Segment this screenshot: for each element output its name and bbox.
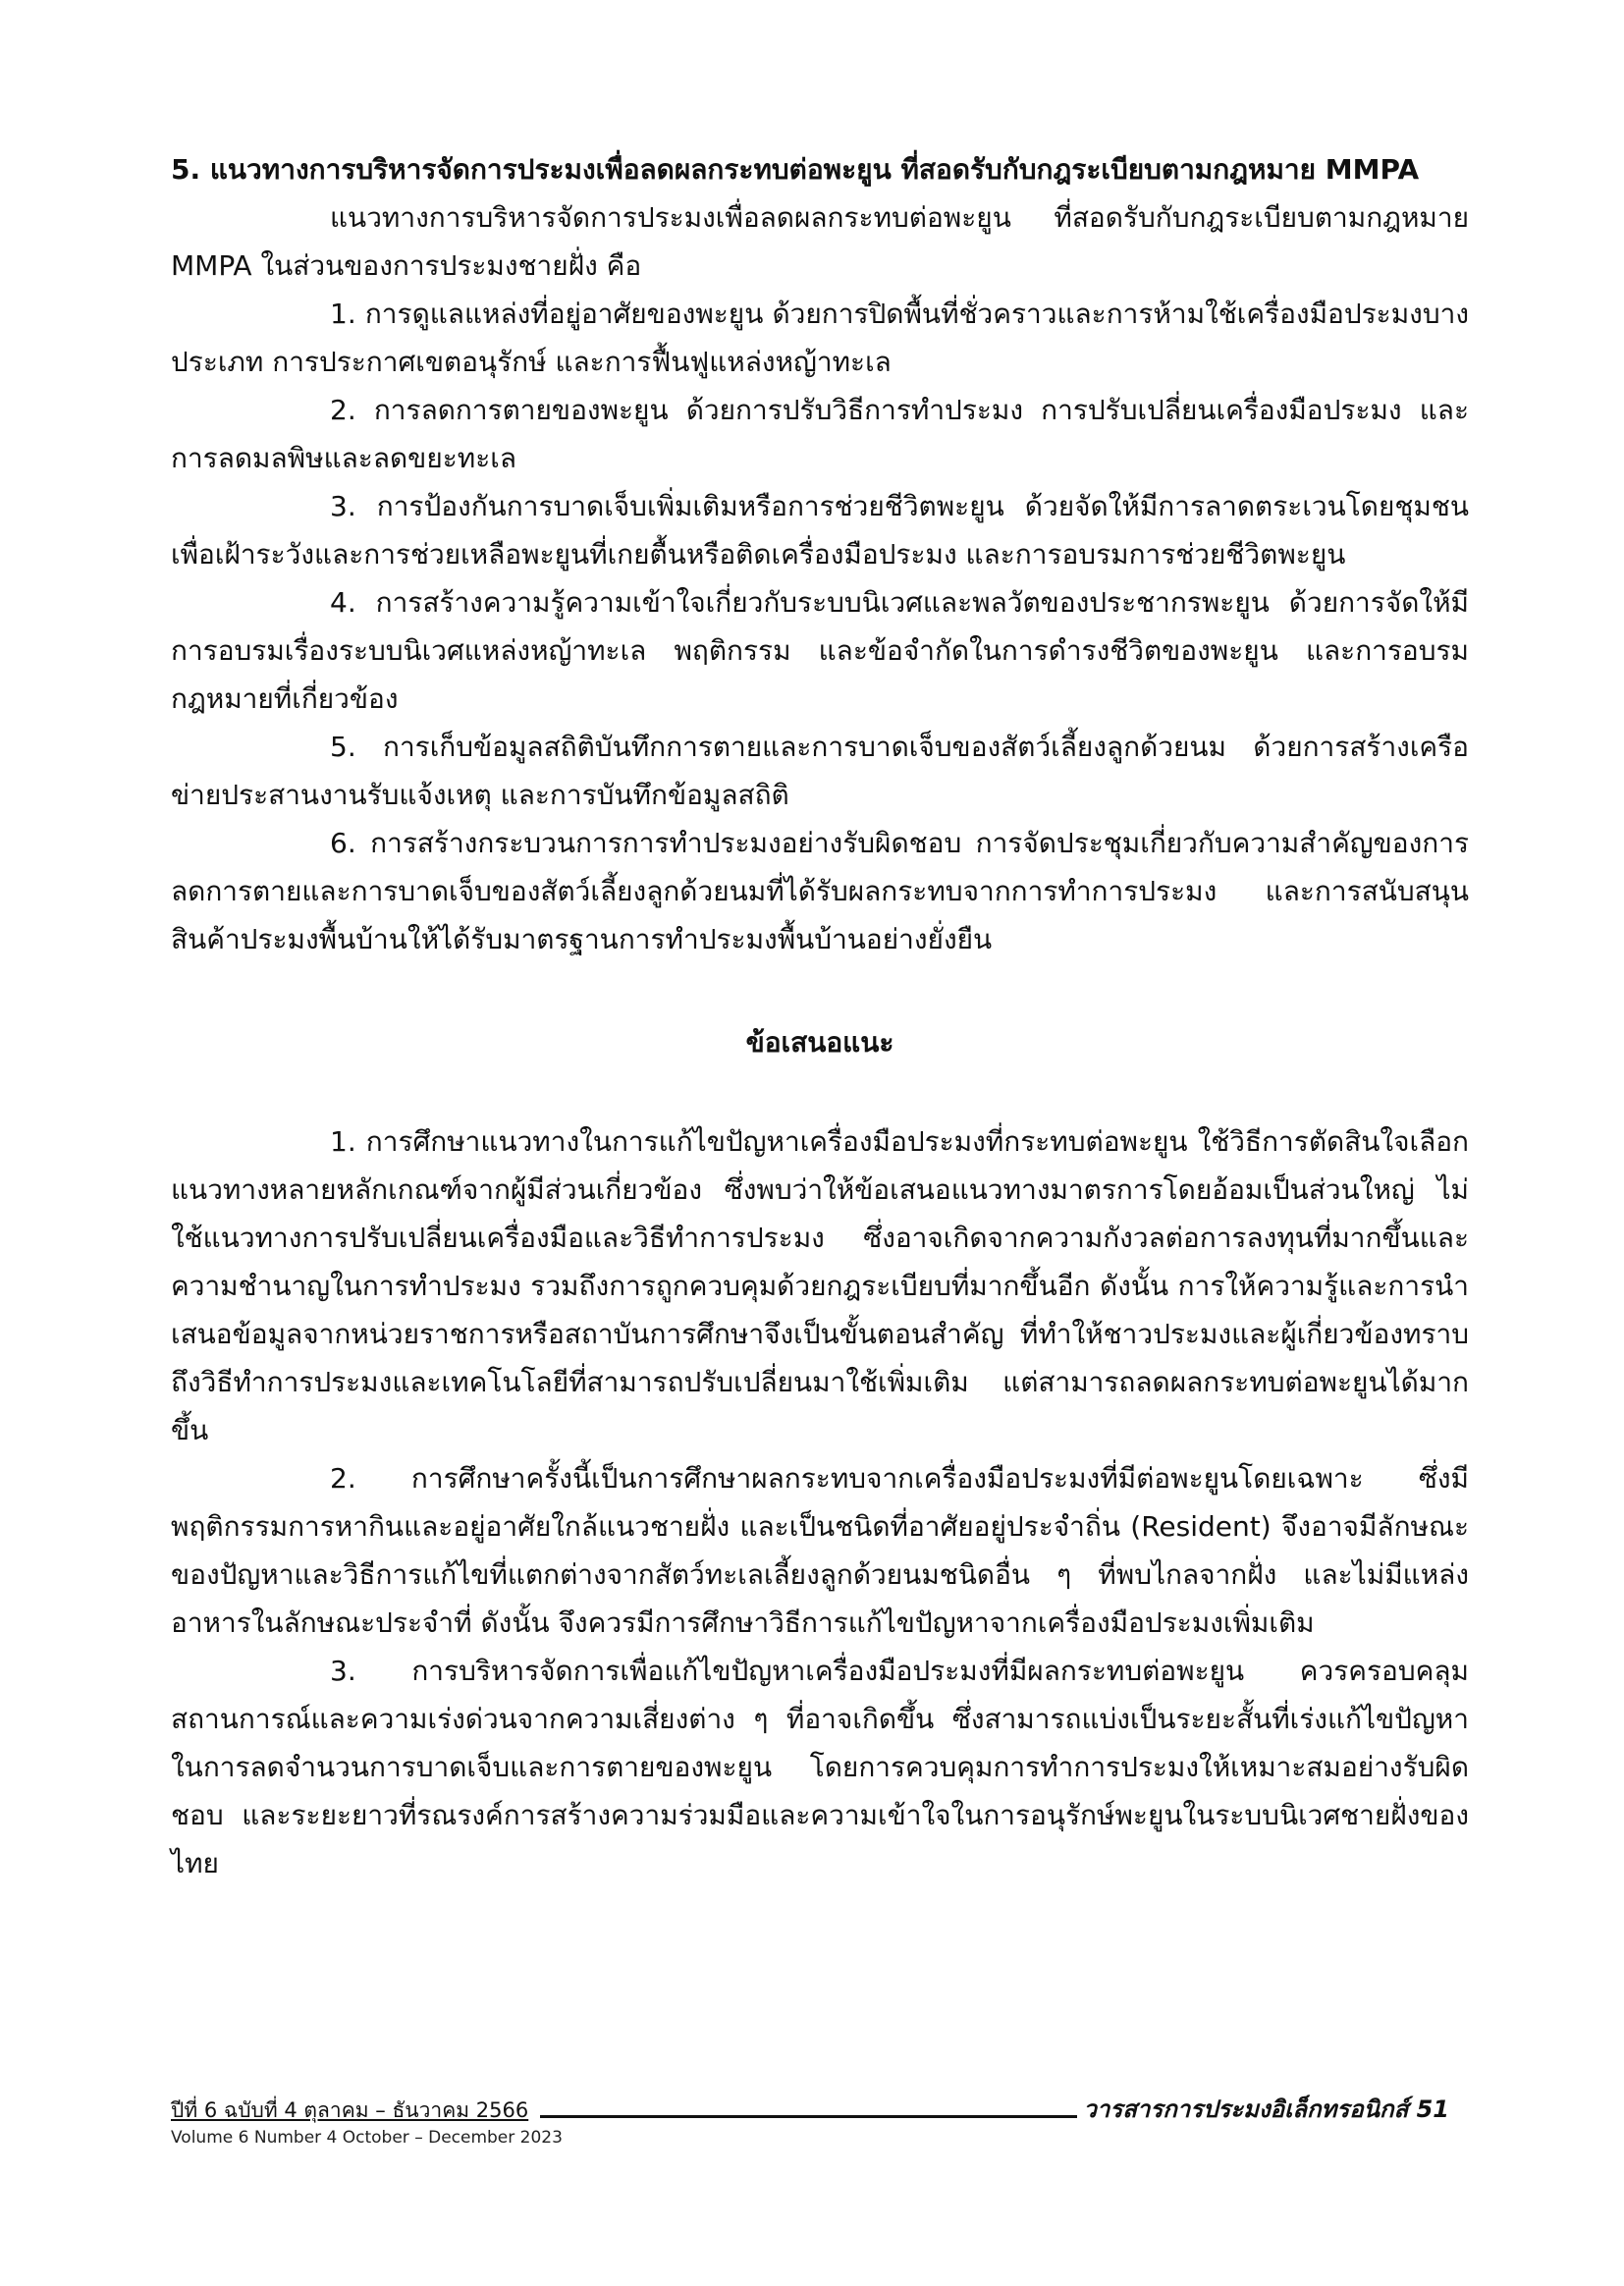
section-list-item-1: 1. การดูแลแหล่งที่อยู่อาศัยของพะยูน ด้วยการปิดพื้นที่ชั่วคราวและการห้ามใช้เครื่องมือประมงบางประเภท การประกาศเขตอนุรักษ์ และการฟื้นฟูแหล่งหญ้าทะเล [171, 298, 1469, 378]
recommendation-item-1: 1. การศึกษาแนวทางในการแก้ไขปัญหาเครื่องมือประมงที่กระทบต่อพะยูน ใช้วิธีการตัดสินใจเลือกแนวทางหลายหลักเกณฑ์จากผู้มีส่วนเกี่ยวข้อง ซึ่งพบว่าให้ข้อเสนอแนวทางมาตรการโดยอ้อมเป็นส่วนใหญ่ ไม่ใช้แนวทางการปรับเปลี่ยนเครื่องมือและวิธีทำการประมง ซึ่งอาจเกิดจากความกังวลต่อการลงทุนที่มากขึ้นและความชำนาญในการทำประมง รวมถึงการถูกควบคุมด้วยกฎระเบียบที่มากขึ้นอีก ดังนั้น การให้ความรู้และการนำเสนอข้อมูลจากหน่วยราชการหรือสถาบันการศึกษาจึงเป็นขั้นตอนสำคัญ ที่ทำให้ชาวประมงและผู้เกี่ยวข้องทราบถึงวิธีทำการประมงและเทคโนโลยีที่สามารถปรับเปลี่ยนมาใช้เพิ่มเติม แต่สามารถลดผลกระทบต่อพะยูนได้มากขึ้น [171, 1125, 1469, 1446]
page-footer [171, 2088, 1449, 2152]
footer-row [171, 2088, 1449, 2123]
section-list-item-3: 3. การป้องกันการบาดเจ็บเพิ่มเติมหรือการช่วยชีวิตพะยูน ด้วยจัดให้มีการลาดตระเวนโดยชุมชนเพื่อเฝ้าระวังและการช่วยเหลือพะยูนที่เกยตื้นหรือติดเครื่องมือประมง และการอบรมการช่วยชีวิตพะยูน [171, 490, 1469, 571]
recommendation-item-3: 3. การบริหารจัดการเพื่อแก้ไขปัญหาเครื่องมือประมงที่มีผลกระทบต่อพะยูน ควรครอบคลุมสถานการณ์และความเร่งด่วนจากความเสี่ยงต่าง ๆ ที่อาจเกิดขึ้น ซึ่งสามารถแบ่งเป็นระยะสั้นที่เร่งแก้ไขปัญหาในการลดจำนวนการบาดเจ็บและการตายของพะยูน โดยการควบคุมการทำการประมงให้เหมาะสมอย่างรับผิดชอบ และระยะยาวที่รณรงค์การสร้างความร่วมมือและความเข้าใจในการอนุรักษ์พะยูนในระบบนิเวศชายฝั่งของไทย [171, 1655, 1469, 1879]
section-paragraph: แนวทางการบริหารจัดการประมงเพื่อลดผลกระทบต่อพะยูน ที่สอดรับกับกฎระเบียบตามกฎหมาย MMPA ในส่วนของการประมงชายฝั่ง คือ [171, 201, 1469, 282]
footer-journal-page: วารสารการประมงอิเล็กทรอนิกส์ 51 [1083, 2096, 1449, 2123]
section-list-item-2: 2. การลดการตายของพะยูน ด้วยการปรับวิธีการทำประมง การปรับเปลี่ยนเครื่องมือประมง และการลดมลพิษและลดขยะทะเล [171, 394, 1469, 474]
article-body [171, 145, 1469, 1887]
section-list-item-6: 6. การสร้างกระบวนการการทำประมงอย่างรับผิดชอบ การจัดประชุมเกี่ยวกับความสำคัญของการลดการตายและการบาดเจ็บของสัตว์เลี้ยงลูกด้วยนมที่ได้รับผลกระทบจากการทำการประมง และการสนับสนุนสินค้าประมงพื้นบ้านให้ได้รับมาตรฐานการทำประมงพื้นบ้านอย่างยั่งยืน [171, 827, 1469, 955]
section-list-item-5: 5. การเก็บข้อมูลสถิติบันทึกการตายและการบาดเจ็บของสัตว์เลี้ยงลูกด้วยนม ด้วยการสร้างเครือข่ายประสานงานรับแจ้งเหตุ และการบันทึกข้อมูลสถิติ [171, 731, 1469, 811]
recommendation-item-2: 2. การศึกษาครั้งนี้เป็นการศึกษาผลกระทบจากเครื่องมือประมงที่มีต่อพะยูนโดยเฉพาะ ซึ่งมีพฤติกรรมการหากินและอยู่อาศัยใกล้แนวชายฝั่ง และเป็นชนิดที่อาศัยอยู่ประจำถิ่น (Resident) จึงอาจมีลักษณะของปัญหาและวิธีการแก้ไขที่แตกต่างจากสัตว์ทะเลเลี้ยงลูกด้วยนมชนิดอื่น ๆ ที่พบไกลจากฝั่ง และไม่มีแหล่งอาหารในลักษณะประจำที่ ดังนั้น จึงควรมีการศึกษาวิธีการแก้ไขปัญหาจากเครื่องมือประมงเพิ่มเติม [171, 1462, 1469, 1639]
section-list-item-4: 4. การสร้างความรู้ความเข้าใจเกี่ยวกับระบบนิเวศและพลวัตของประชากรพะยูน ด้วยการจัดให้มีการอบรมเรื่องระบบนิเวศแหล่งหญ้าทะเล พฤติกรรม และข้อจำกัดในการดำรงชีวิตของพะยูน และการอบรมกฎหมายที่เกี่ยวข้อง [171, 586, 1469, 715]
recommendations-heading: ข้อเสนอแนะ [745, 1026, 894, 1059]
footer-divider [540, 2115, 1077, 2118]
footer-volume: Volume 6 Number 4 October – December 2023 [171, 2128, 563, 2148]
footer-issue: ปีที่ 6 ฉบับที่ 4 ตุลาคม – ธันวาคม 2566 [171, 2098, 529, 2122]
section-heading: 5. แนวทางการบริหารจัดการประมงเพื่อลดผลกระทบต่อพะยูน ที่สอดรับกับกฎระเบียบตามกฎหมาย MMPA [171, 153, 1420, 186]
